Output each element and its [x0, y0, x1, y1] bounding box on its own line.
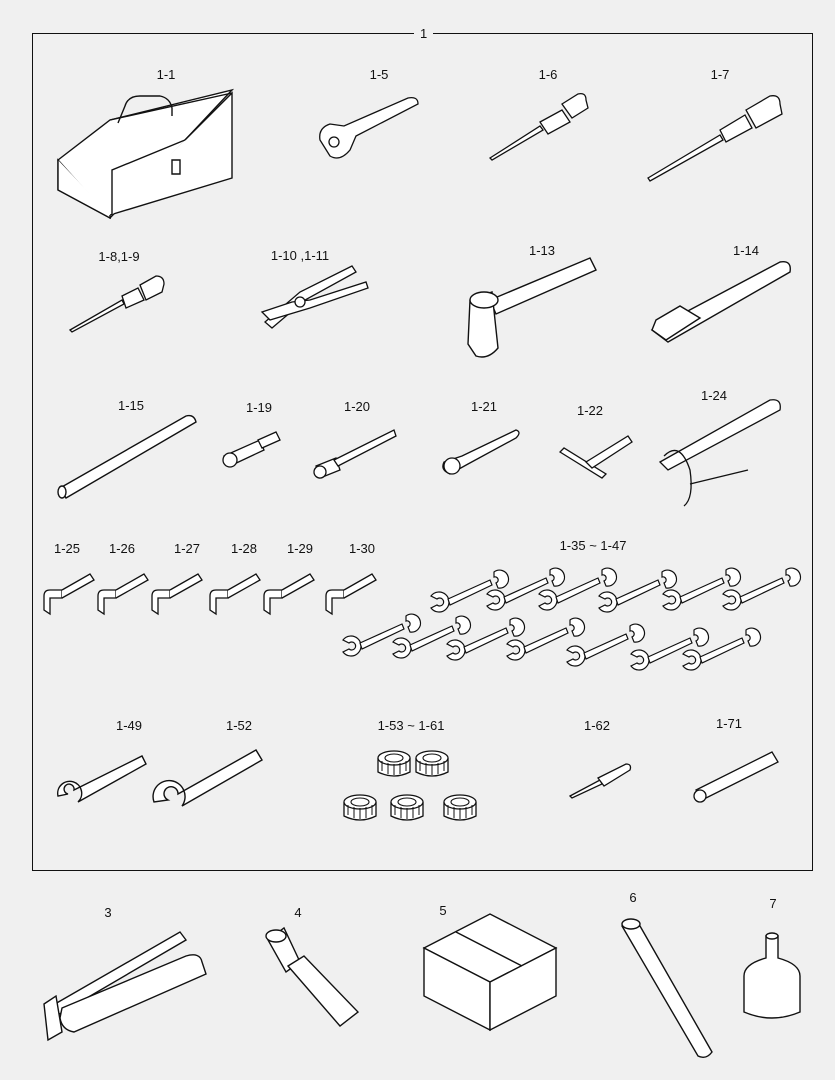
- spanner-1-52-drawing: [153, 750, 262, 806]
- label-1-53-1-61: 1-53 ~ 1-61: [377, 718, 445, 733]
- tool-box-drawing: [58, 90, 232, 218]
- t-handle-1-22-drawing: [560, 436, 632, 478]
- label-1-13: 1-13: [528, 243, 556, 258]
- filter-wrench-1-24-drawing: [660, 400, 780, 506]
- bottle-7-drawing: [744, 933, 800, 1018]
- bar-6-drawing: [622, 919, 712, 1057]
- bar-1-15-drawing: [58, 416, 196, 498]
- label-1-62: 1-62: [583, 718, 611, 733]
- extension-1-19-drawing: [223, 432, 280, 467]
- pliers-drawing: [262, 266, 368, 328]
- grease-nozzle-drawing: [266, 928, 358, 1026]
- label-1-19: 1-19: [245, 400, 273, 415]
- label-1-35-1-47: 1-35 ~ 1-47: [559, 538, 627, 553]
- tool-kit-number: 1: [414, 26, 433, 41]
- label-1-30: 1-30: [348, 541, 376, 556]
- extension-1-20-drawing: [314, 430, 396, 478]
- label-1-49: 1-49: [115, 718, 143, 733]
- label-1-15: 1-15: [117, 398, 145, 413]
- spanner-set-drawing: [343, 568, 800, 670]
- ratchet-1-21-drawing: [443, 430, 519, 474]
- label-1-20: 1-20: [343, 399, 371, 414]
- label-1-10-1-11: 1-10 ,1-11: [270, 248, 330, 263]
- hex-keys-drawing: [44, 574, 376, 614]
- label-1-21: 1-21: [470, 399, 498, 414]
- label-1-71: 1-71: [715, 716, 743, 731]
- label-4: 4: [294, 905, 302, 920]
- label-1-6: 1-6: [538, 67, 558, 82]
- awl-drawing: [70, 276, 164, 332]
- sockets-drawing: [344, 751, 476, 820]
- label-6: 6: [629, 890, 637, 905]
- label-1-28: 1-28: [230, 541, 258, 556]
- socket-wrench-1-71-drawing: [694, 752, 778, 802]
- label-1-26: 1-26: [108, 541, 136, 556]
- label-1-5: 1-5: [369, 67, 389, 82]
- hammer-drawing: [468, 258, 596, 357]
- label-3: 3: [104, 905, 112, 920]
- screwdriver-1-6-drawing: [490, 94, 588, 160]
- label-1-25: 1-25: [53, 541, 81, 556]
- label-1-22: 1-22: [576, 403, 604, 418]
- grease-gun-drawing: [44, 932, 206, 1040]
- label-1-29: 1-29: [286, 541, 314, 556]
- label-7: 7: [769, 896, 777, 911]
- box-wrench-tube-drawing: [652, 262, 790, 342]
- label-1-14: 1-14: [732, 243, 760, 258]
- screwdriver-1-7-drawing: [648, 96, 782, 181]
- label-1-27: 1-27: [173, 541, 201, 556]
- adjustable-wrench-drawing: [320, 98, 418, 158]
- label-1-1: 1-1: [156, 67, 176, 82]
- label-1-7: 1-7: [710, 67, 730, 82]
- label-5: 5: [439, 903, 447, 918]
- label-1-24: 1-24: [700, 388, 728, 403]
- spanner-1-49-drawing: [58, 756, 146, 802]
- box-5-drawing: [424, 914, 556, 1030]
- label-1-52: 1-52: [225, 718, 253, 733]
- label-1-8-1-9: 1-8,1-9: [98, 249, 140, 264]
- driver-bit-1-62-drawing: [570, 764, 631, 798]
